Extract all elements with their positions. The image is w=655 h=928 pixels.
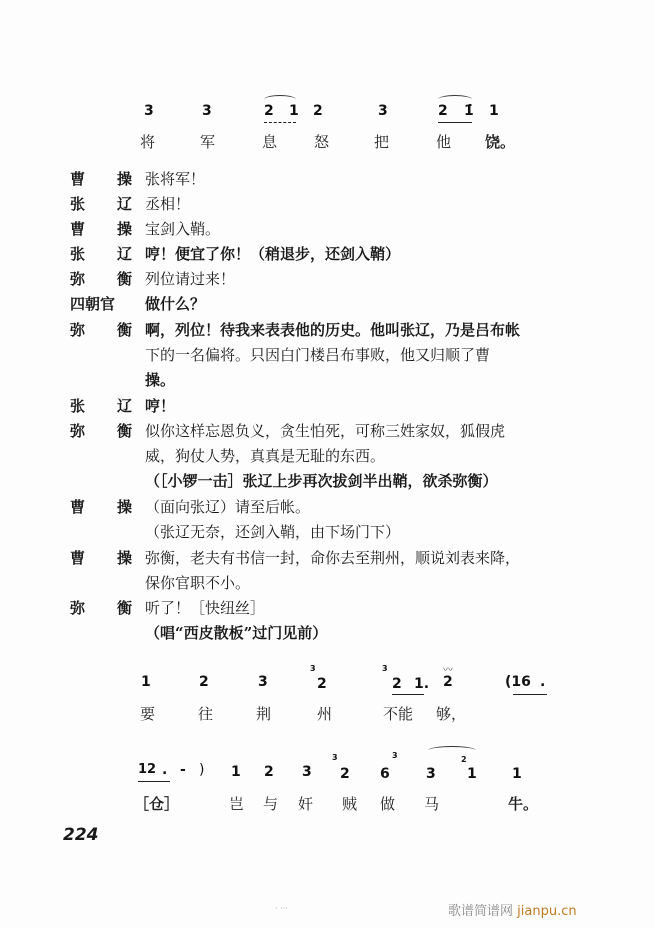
note: 2 [340,766,350,782]
stage-direction: （［小锣一击］张辽上步再次拔剑半出鞘，欲杀弥衡） [145,472,498,490]
note: 1 [489,103,499,119]
dialogue-line: 威，狗仗人势，真真是无耻的东西。 [145,447,386,465]
note: 2 [313,103,323,119]
note: 1. [414,676,430,692]
dialogue-line: 操。 [145,371,176,389]
speaker: 曹 操 [70,498,132,516]
note: 3 [302,764,312,780]
speaker: 张 辽 [70,195,132,213]
lyric: 他 [436,133,452,151]
note: - [180,762,186,778]
note: 2 [443,674,453,690]
slur [264,95,296,104]
dialogue-line: （面向张辽）请至后帐。 [145,498,311,516]
lyric: 怒 [314,133,330,151]
grace-note: 3 [332,753,338,762]
note: 2 [264,764,274,780]
lyric: 息 [262,133,278,151]
slur [438,95,472,104]
speaker: 弥 衡 [70,599,132,617]
trill-icon: 〰 [443,665,453,676]
dialogue-line: 哼！ [145,397,176,415]
speaker: 张 辽 [70,245,132,263]
lyric: 马 [424,795,440,813]
grace-note: 3 [392,751,398,760]
note: 3 [202,103,212,119]
speaker: 曹 操 [70,220,132,238]
note: 2 [264,103,274,119]
watermark-en: jianpu.cn [517,904,577,919]
dialogue-line: 丞相！ [145,195,191,213]
note: 2 [392,676,402,692]
lyric: 往 [198,705,214,723]
grace-note: 3 [310,664,316,673]
lyric: ［仓］ [134,795,180,813]
grace-note: 3 [382,664,388,673]
note: 3 [426,766,436,782]
lyric: 将 [140,133,156,151]
note: 1 [467,766,477,782]
note: ) [199,762,205,778]
dialogue-line: 列位请过来！ [145,270,236,288]
lyric: 够， [436,705,467,723]
lyric: 奸 [298,795,314,813]
watermark-cn: 歌谱简谱网 [448,904,514,919]
lyric: 贼 [342,795,358,813]
dialogue-line: 宝剑入鞘。 [145,220,221,238]
note: . [162,762,168,778]
page-number: 224 [63,825,99,845]
grace-note: 2 [461,755,467,764]
speaker: 张 辽 [70,397,132,415]
lyric: 军 [200,133,216,151]
note: 1 [141,674,151,690]
stage-direction: （张辽无奈，还剑入鞘，由下场门下） [145,523,401,541]
note: 3 [378,103,388,119]
lyric: 荆 [256,705,272,723]
speaker: 弥 衡 [70,270,132,288]
lyric: 饶。 [485,133,516,151]
note: 2 [317,676,327,692]
note: 1̇ [464,103,474,119]
note: (16 [505,674,531,690]
dialogue-line: 啊，列位！待我来表表他的历史。他叫张辽，乃是吕布帐 [145,321,521,339]
scan-artifact: · ··· [275,904,288,913]
note: 2 [199,674,209,690]
lyric: 州 [317,705,333,723]
dialogue-line: 听了！［快纽丝］ [145,599,266,617]
note: 1 [512,766,522,782]
note: 2 [438,103,448,119]
dialogue-line: 做什么？ [145,295,206,313]
speaker: 曹 操 [70,549,132,567]
underline [438,122,472,123]
lyric: 做 [380,795,396,813]
underline [513,694,547,695]
note: 6 [380,766,390,782]
watermark [448,900,577,919]
dialogue-line: 弥衡，老夫有书信一封，命你去至荆州，顺说刘表来降， [145,549,521,567]
dialogue-line: 似你这样忘恩负义，贪生怕死，可称三姓家奴，狐假虎 [145,422,506,440]
lyric: 不能 [383,705,414,723]
stage-direction: （唱“西皮散板”过门见前） [145,624,328,642]
speaker: 弥 衡 [70,321,132,339]
underline [264,122,296,123]
note: 3 [144,103,154,119]
speaker: 曹 操 [70,170,132,188]
speaker: 四朝官 [70,295,116,313]
lyric: 要 [140,705,156,723]
note: . [540,674,546,690]
dialogue-line: 张将军！ [145,170,206,188]
underline [392,694,424,695]
note: 1 [289,103,299,119]
lyric: 把 [374,133,390,151]
underline [138,781,170,782]
speaker: 弥 衡 [70,422,132,440]
lyric: 与 [263,795,279,813]
slur [428,746,476,755]
dialogue-line: 哼！便宜了你！（稍退步，还剑入鞘） [145,245,401,263]
dialogue-line: 保你官职不小。 [145,574,251,592]
lyric: 牛。 [508,795,539,813]
lyric: 岂 [229,795,245,813]
note: 12 [138,762,157,777]
note: 1 [231,764,241,780]
note: 3 [258,674,268,690]
dialogue-line: 下的一名偏将。只因白门楼吕布事败，他又归顺了曹 [145,346,491,364]
